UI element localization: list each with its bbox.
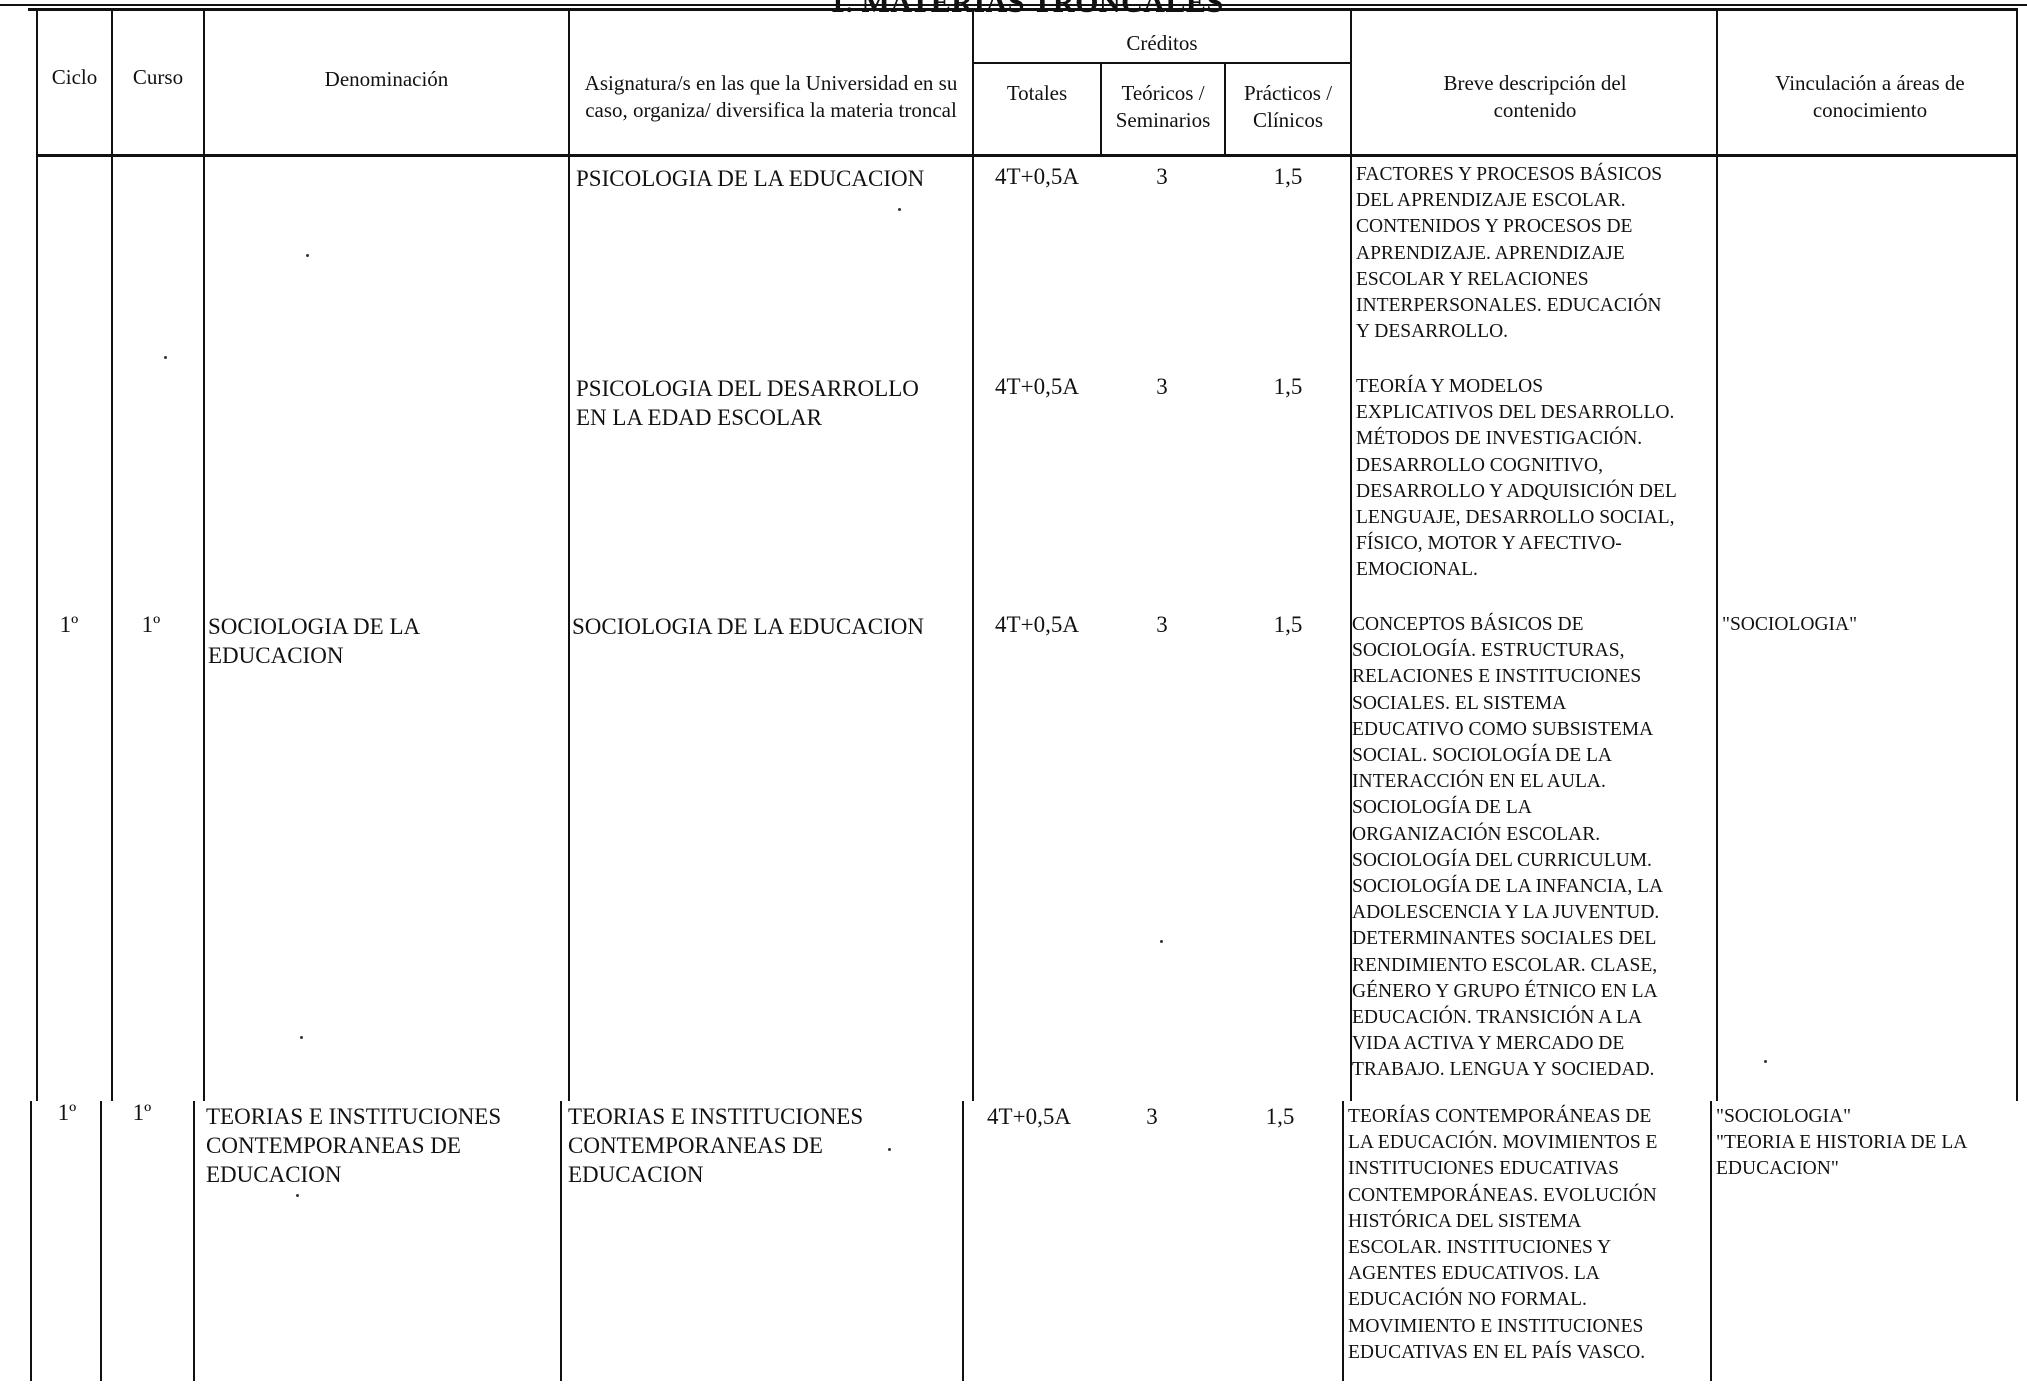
row3-descripcion: CONCEPTOS BÁSICOS DE SOCIOLOGÍA. ESTRUCTURAS, RELACIONES E INSTITUCIONES SOCIALES. EL SISTEMA EDUCATIVO COMO SUBSISTEMA SOCIAL. SOCIOLOGÍA DE LA INTERACCIÓN EN EL AULA. SOCIOLOGÍA DE LA ORGANIZACIÓN ESCOLAR. SOCIOLOGÍA DEL CURRICULUM. SOCIOLOGÍA DE LA INFANCIA, LA ADOLESCENCIA Y LA JUVENTUD. DETERMINANTES SOCIALES DEL RENDIMIENTO ESCOLAR. CLASE, GÉNERO Y GRUPO ÉTNICO EN LA EDUCACIÓN. TRANSICIÓN A LA VIDA ACTIVA Y MERCADO DE TRABAJO. LENGUA Y SOCIEDAD.: [1352, 614, 1664, 1081]
body-line-asignatura-2: [962, 1101, 964, 1381]
row2-descripcion: TEORÍA Y MODELOS EXPLICATIVOS DEL DESARROLLO. MÉTODOS DE INVESTIGACIÓN. DESARROLLO COGNITIVO, DESARROLLO Y ADQUISICIÓN DEL LENGUAJE, DESARROLLO SOCIAL, FÍSICO, MOTOR Y AFECTIVO- EMOCIONAL.: [1356, 376, 1677, 581]
header-ciclo: Ciclo: [51, 65, 98, 89]
row2-teoricos: 3: [1156, 374, 1168, 399]
body-line-ciclo-2: [100, 1101, 102, 1381]
header-totales: Totales: [1006, 81, 1068, 105]
scan-speck: [306, 254, 309, 257]
creditos-divider: [972, 62, 1350, 64]
scan-speck: [300, 1036, 303, 1039]
header-vinculacion: Vinculación a áreas de conocimiento: [1775, 71, 1965, 122]
body-line-descripcion: [1716, 156, 1718, 1101]
scan-speck: [296, 1194, 299, 1197]
row3-denominacion: SOCIOLOGIA DE LA EDUCACION: [208, 614, 419, 668]
row3-curso: 1º: [141, 612, 161, 637]
row1-descripcion: FACTORES Y PROCESOS BÁSICOS DEL APRENDIZAJE ESCOLAR. CONTENIDOS Y PROCESOS DE APRENDIZAJE. APRENDIZAJE ESCOLAR Y RELACIONES INTERPERSONALES. EDUCACIÓN Y DESARROLLO.: [1356, 164, 1663, 343]
body-line-practicos-2: [1342, 1101, 1344, 1381]
header-bottom-border: [36, 154, 2018, 157]
row4-totales: 4T+0,5A: [987, 1104, 1071, 1129]
body-line-curso-2: [193, 1101, 195, 1381]
body-line-denominacion: [568, 156, 570, 1101]
table-top-border: [28, 8, 2018, 11]
row1-teoricos: 3: [1156, 164, 1168, 189]
row4-practicos: 1,5: [1265, 1104, 1295, 1129]
header-curso: Curso: [132, 65, 184, 89]
body-line-denominacion-2: [560, 1101, 562, 1381]
scan-speck: [888, 1148, 891, 1151]
row4-descripcion: TEORÍAS CONTEMPORÁNEAS DE LA EDUCACIÓN. MOVIMIENTOS E INSTITUCIONES EDUCATIVAS CONTEMPORÁNEAS. EVOLUCIÓN HISTÓRICA DEL SISTEMA ESCOLAR. INSTITUCIONES Y AGENTES EDUCATIVOS. LA EDUCACIÓN NO FORMAL. MOVIMIENTO E INSTITUCIONES EDUCATIVAS EN EL PAÍS VASCO.: [1348, 1106, 1658, 1363]
scan-speck: [898, 208, 901, 211]
scan-speck: [1764, 1060, 1767, 1063]
row4-vinculacion: "SOCIOLOGIA" "TEORIA E HISTORIA DE LA EDUCACION": [1716, 1106, 1968, 1180]
header-descripcion: Breve descripción del contenido: [1443, 71, 1627, 122]
col-divider-descripcion: [1716, 8, 1718, 156]
header-practicos: Prácticos / Clínicos: [1243, 81, 1333, 132]
header-creditos: Créditos: [1126, 31, 1198, 55]
row3-asignatura: SOCIOLOGIA DE LA EDUCACION: [572, 614, 925, 639]
row4-curso: 1º: [132, 1100, 152, 1125]
row3-vinculacion: "SOCIOLOGIA": [1722, 614, 1858, 635]
row2-practicos: 1,5: [1273, 374, 1303, 399]
col-divider-practicos: [1350, 8, 1352, 156]
header-asignatura: Asignatura/s en las que la Universidad en su caso, organiza/ diversifica la materia troncal: [584, 71, 958, 122]
header-denominacion: Denominación: [324, 67, 449, 91]
row4-ciclo: 1º: [57, 1100, 77, 1125]
row1-totales: 4T+0,5A: [995, 164, 1079, 189]
row4-teoricos: 3: [1146, 1104, 1158, 1129]
body-line-curso: [203, 156, 205, 1101]
row1-practicos: 1,5: [1273, 164, 1303, 189]
row3-totales: 4T+0,5A: [995, 612, 1079, 637]
row3-practicos: 1,5: [1273, 612, 1303, 637]
body-line-right: [2016, 156, 2018, 1101]
row4-asignatura: TEORIAS E INSTITUCIONES CONTEMPORANEAS DE EDUCACION: [568, 1104, 864, 1187]
col-divider-denominacion: [568, 8, 570, 156]
row4-denominacion: TEORIAS E INSTITUCIONES CONTEMPORANEAS DE EDUCACION: [206, 1104, 502, 1187]
row3-teoricos: 3: [1156, 612, 1168, 637]
table-right-border: [2016, 8, 2018, 156]
row2-asignatura: PSICOLOGIA DEL DESARROLLO EN LA EDAD ESCOLAR: [576, 376, 919, 430]
row2-totales: 4T+0,5A: [995, 374, 1079, 399]
row1-asignatura: PSICOLOGIA DE LA EDUCACION: [576, 166, 925, 191]
table-top-border-2: [0, 4, 2027, 6]
scan-speck: [1160, 940, 1163, 943]
row3-ciclo: 1º: [59, 612, 79, 637]
header-teoricos: Teóricos / Seminarios: [1115, 81, 1211, 132]
scan-speck: [164, 356, 167, 359]
body-line-ciclo-left-2: [30, 1101, 32, 1381]
